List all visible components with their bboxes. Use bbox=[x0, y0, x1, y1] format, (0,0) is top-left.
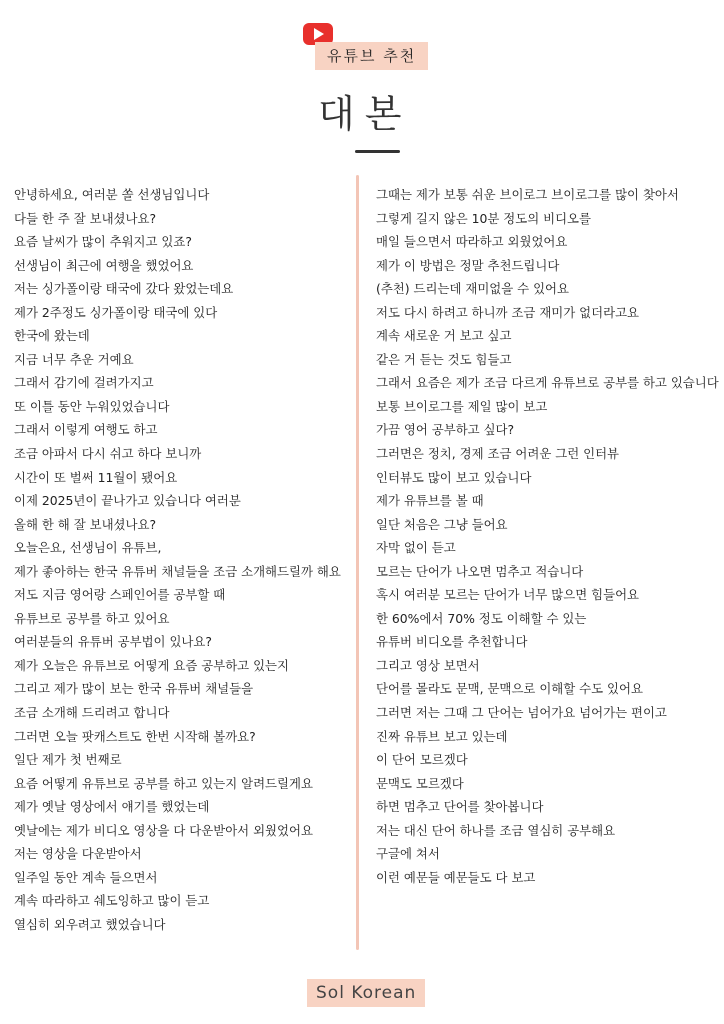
script-line: 요즘 어떻게 유튜브로 공부를 하고 있는지 알려드릴게요 bbox=[14, 775, 313, 791]
script-line: 그때는 제가 보통 쉬운 브이로그 브이로그를 많이 찾아서 bbox=[376, 187, 679, 202]
script-line: 일단 제가 첫 번째로 bbox=[14, 752, 122, 768]
script-line: 한 60%에서 70% 정도 이해할 수 있는 bbox=[376, 610, 587, 626]
script-line: 하면 멈추고 단어를 찾아봅니다 bbox=[376, 799, 544, 815]
script-column-right bbox=[376, 183, 722, 889]
script-line: 여러분들의 유튜버 공부법이 있나요? bbox=[14, 634, 212, 650]
script-line: 조금 소개해 드리려고 합니다 bbox=[14, 705, 170, 721]
script-line: 요즘 날씨가 많이 추워지고 있죠? bbox=[14, 234, 192, 250]
script-line: 진짜 유튜브 보고 있는데 bbox=[376, 728, 508, 744]
column-divider bbox=[356, 175, 359, 950]
script-line: 유튜버 비디오를 추천합니다 bbox=[376, 634, 528, 650]
script-line: 제가 오늘은 유튜브로 어떻게 요즘 공부하고 있는지 bbox=[14, 657, 289, 673]
script-line: 혹시 여러분 모르는 단어가 너무 많으면 힘들어요 bbox=[376, 587, 640, 603]
script-line: 그리고 영상 보면서 bbox=[376, 657, 480, 673]
script-line: 매일 들으면서 따라하고 외웠었어요 bbox=[376, 234, 568, 250]
script-line: 그러면 오늘 팟캐스트도 한번 시작해 볼까요? bbox=[14, 728, 256, 744]
script-line: 그리고 제가 많이 보는 한국 유튜버 채널들을 bbox=[14, 681, 254, 697]
script-line: 이런 예문들 예문들도 다 보고 bbox=[376, 869, 536, 885]
script-line: 문맥도 모르겠다 bbox=[376, 775, 464, 791]
script-line: 유튜브로 공부를 하고 있어요 bbox=[14, 610, 170, 626]
script-line: 제가 좋아하는 한국 유튜버 채널들을 조금 소개해드릴까 해요 bbox=[14, 563, 341, 579]
script-line: 그러면 저는 그때 그 단어는 넘어가요 넘어가는 편이고 bbox=[376, 705, 667, 721]
script-line: 그렇게 길지 않은 10분 정도의 비디오를 bbox=[376, 210, 591, 226]
script-column-left bbox=[14, 183, 350, 937]
script-line: 지금 너무 추운 거예요 bbox=[14, 351, 134, 367]
script-line: 그러면은 정치, 경제 조금 어려운 그런 인터뷰 bbox=[376, 446, 620, 462]
script-line: 오늘은요, 선생님이 유튜브, bbox=[14, 540, 162, 556]
script-line: 제가 유튜브를 볼 때 bbox=[376, 493, 484, 509]
script-line: 같은 거 듣는 것도 힘들고 bbox=[376, 351, 512, 367]
script-line: 이제 2025년이 끝나가고 있습니다 여러분 bbox=[14, 493, 241, 509]
script-line: 제가 옛날 영상에서 얘기를 했었는데 bbox=[14, 799, 210, 815]
script-line: 단어를 몰라도 문맥, 문맥으로 이해할 수도 있어요 bbox=[376, 681, 643, 697]
script-line: 옛날에는 제가 비디오 영상을 다 다운받아서 외웠었어요 bbox=[14, 822, 313, 838]
script-line: 저도 다시 하려고 하니까 조금 재미가 없더라고요 bbox=[376, 304, 640, 320]
script-line: 열심히 외우려고 했었습니다 bbox=[14, 916, 166, 932]
script-line: 한국에 왔는데 bbox=[14, 328, 90, 344]
script-line: 계속 새로운 거 보고 싶고 bbox=[376, 328, 512, 344]
title-underline-stroke bbox=[355, 150, 400, 153]
script-line: 구글에 쳐서 bbox=[376, 846, 440, 862]
script-line: 그래서 요즘은 제가 조금 다르게 유튜브로 공부를 하고 있습니다 bbox=[376, 375, 719, 391]
script-line: 저도 지금 영어랑 스페인어를 공부할 때 bbox=[14, 587, 226, 603]
script-line: 저는 대신 단어 하나를 조금 열심히 공부해요 bbox=[376, 822, 616, 838]
script-line: 그래서 감기에 걸려가지고 bbox=[14, 375, 154, 391]
script-line: 저는 싱가폴이랑 태국에 갔다 왔었는데요 bbox=[14, 281, 234, 297]
script-line: 시간이 또 벌써 11월이 됐어요 bbox=[14, 469, 178, 485]
script-line: 모르는 단어가 나오면 멈추고 적습니다 bbox=[376, 563, 584, 579]
script-line: 제가 2주정도 싱가폴이랑 태국에 있다 bbox=[14, 304, 218, 320]
script-line: 안녕하세요, 여러분 쏠 선생님입니다 bbox=[14, 187, 210, 202]
script-line: 또 이틀 동안 누워있었습니다 bbox=[14, 398, 170, 414]
page-title: 대본 bbox=[318, 92, 412, 136]
script-line: 선생님이 최근에 여행을 했었어요 bbox=[14, 257, 194, 273]
script-line: 제가 이 방법은 정말 추천드립니다 bbox=[376, 257, 560, 273]
script-line: 보통 브이로그를 제일 많이 보고 bbox=[376, 398, 548, 414]
script-line: 저는 영상을 다운받아서 bbox=[14, 846, 142, 862]
script-line: (추천) 드리는데 재미없을 수 있어요 bbox=[376, 281, 569, 297]
header bbox=[0, 0, 724, 170]
script-line: 가끔 영어 공부하고 싶다? bbox=[376, 422, 515, 438]
script-line: 일주일 동안 계속 들으면서 bbox=[14, 869, 158, 885]
script-line: 계속 따라하고 쉐도잉하고 많이 듣고 bbox=[14, 893, 210, 909]
brand-footer: Sol Korean bbox=[307, 979, 425, 1007]
script-line: 자막 없이 듣고 bbox=[376, 540, 456, 556]
script-line: 그래서 이렇게 여행도 하고 bbox=[14, 422, 158, 438]
script-line: 조금 아파서 다시 쉬고 하다 보니까 bbox=[14, 446, 202, 462]
script-line: 인터뷰도 많이 보고 있습니다 bbox=[376, 469, 532, 485]
section-tag: 유튜브 추천 bbox=[315, 42, 428, 70]
script-line: 다들 한 주 잘 보내셨나요? bbox=[14, 210, 157, 226]
script-line: 이 단어 모르겠다 bbox=[376, 752, 468, 768]
script-line: 일단 처음은 그냥 들어요 bbox=[376, 516, 508, 532]
script-line: 올해 한 해 잘 보내셨나요? bbox=[14, 516, 157, 532]
